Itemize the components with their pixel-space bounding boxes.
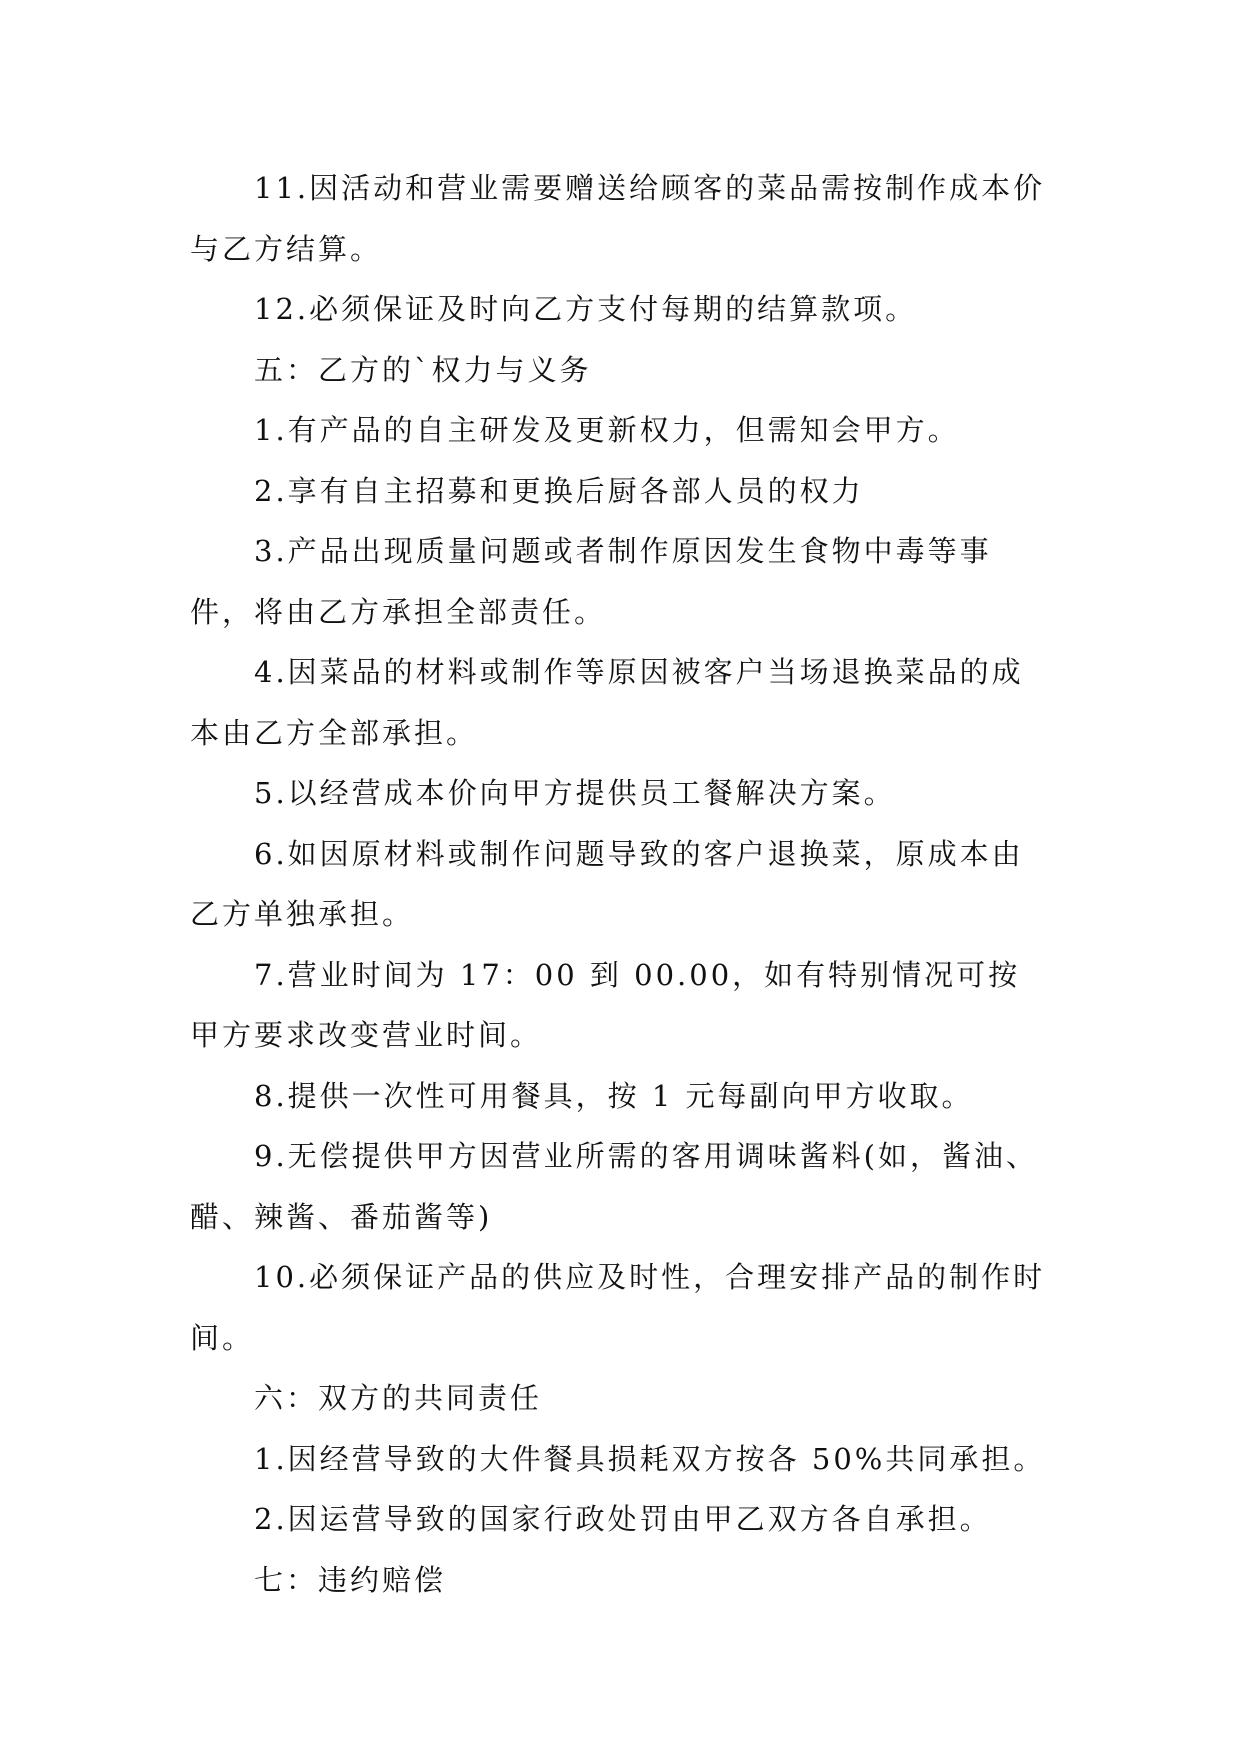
paragraph-6-1: 1.因经营导致的大件餐具损耗双方按各 50%共同承担。	[254, 1441, 1046, 1476]
paragraph-5-8: 8.提供一次性可用餐具，按 1 元每副向甲方收取。	[254, 1078, 974, 1113]
paragraph-5-1: 1.有产品的自主研发及更新权力，但需知会甲方。	[254, 413, 960, 447]
section-heading-6: 六：双方的共同责任	[254, 1381, 543, 1415]
paragraph-4-12: 12.必须保证及时向乙方支付每期的结算款项。	[254, 292, 918, 326]
paragraph-5-6: 6.如因原材料或制作问题导致的客户退换菜，原成本由乙方单独承担。	[190, 836, 1024, 931]
paragraph-5-5: 5.以经营成本价向甲方提供员工餐解决方案。	[254, 776, 896, 810]
section-heading-5: 五：乙方的`权力与义务	[254, 352, 592, 387]
paragraph-5-10: 10.必须保证产品的供应及时性，合理安排产品的制作时间。	[190, 1260, 1046, 1355]
paragraph-5-4: 4.因菜品的材料或制作等原因被客户当场退换菜品的成本由乙方全部承担。	[190, 655, 1024, 750]
paragraph-5-3: 3.产品出现质量问题或者制作原因发生食物中毒等事件，将由乙方承担全部责任。	[190, 534, 992, 629]
section-heading-7: 七：违约赔偿	[254, 1562, 447, 1597]
paragraph-4-11: 11.因活动和营业需要赠送给顾客的菜品需按制作成本价与乙方结算。	[190, 171, 1046, 266]
paragraph-5-2: 2.享有自主招募和更换后厨各部人员的权力	[254, 473, 864, 508]
document-body	[190, 158, 1050, 1610]
paragraph-5-7: 7.营业时间为 17：00 到 00.00，如有特别情况可按甲方要求改变营业时间。	[190, 957, 1021, 1052]
paragraph-5-9: 9.无偿提供甲方因营业所需的客用调味酱料(如，酱油、醋、辣酱、番茄酱等)	[190, 1139, 1038, 1234]
paragraph-6-2: 2.因运营导致的国家行政处罚由甲乙双方各自承担。	[254, 1502, 992, 1536]
